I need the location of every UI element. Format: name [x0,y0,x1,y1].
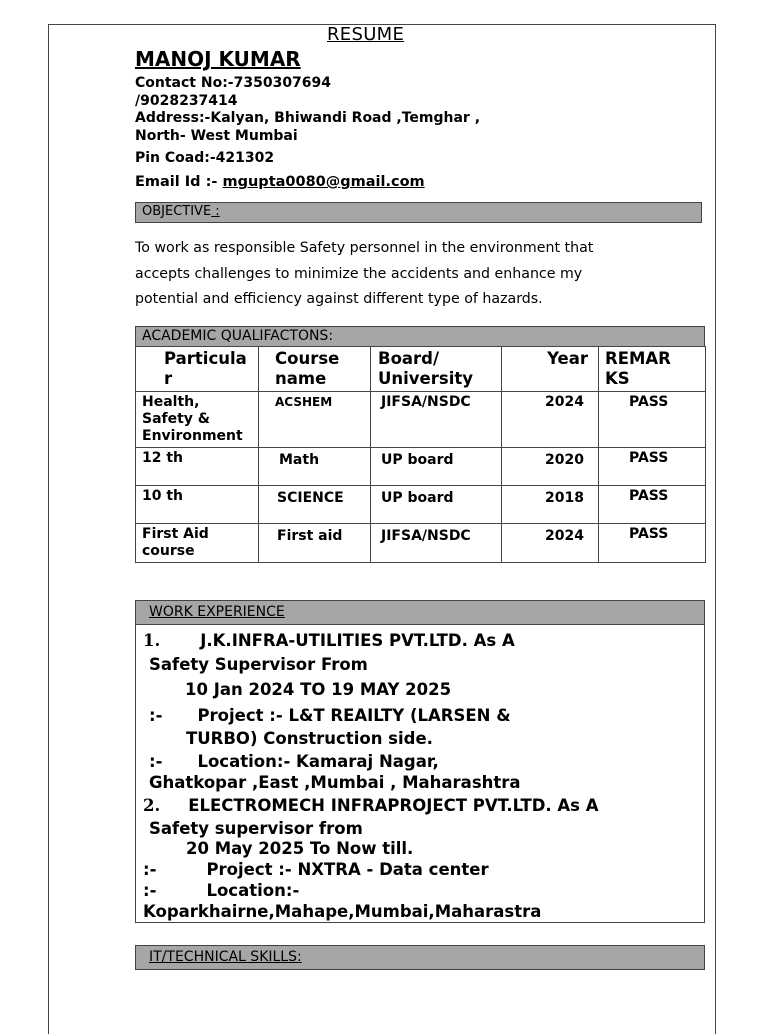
job2-project: Project :- NXTRA - Data center [206,860,489,879]
job2-number: 2. [143,796,161,815]
cell-course: First aid [259,524,371,563]
skills-heading-label: IT/TECHNICAL SKILLS: [149,949,302,965]
cell-particular: Health, Safety & Environment [136,392,259,448]
header-remarks: REMAR KS [599,347,706,392]
academic-heading: ACADEMIC QUALIFACTONS: [135,326,705,347]
contact-phone-alt: /9028237414 [135,93,238,109]
table-row [136,392,706,448]
cell-board: JIFSA/NSDC [371,392,502,448]
header-year: Year [502,347,599,392]
cell-remarks: PASS [599,524,706,563]
cell-particular: 12 th [136,448,259,486]
cell-remarks: PASS [599,486,706,524]
work-experience-box [135,624,705,923]
cell-board: UP board [371,448,502,486]
cell-remarks: PASS [599,448,706,486]
email-label: Email Id :- [135,174,218,190]
cell-particular: First Aid course [136,524,259,563]
job1-role: Safety Supervisor From [149,655,368,674]
job1-project-prefix: :- [149,706,163,725]
job1-period: 10 Jan 2024 TO 19 MAY 2025 [185,680,452,699]
email-link[interactable]: mgupta0080@gmail.com [222,174,425,190]
job1-number: 1. [143,631,161,650]
objective-heading-label: OBJECTIVE [142,204,212,219]
objective-text [135,236,593,313]
job2-project-line [143,860,489,880]
cell-board: UP board [371,486,502,524]
objective-line: To work as responsible Safety personnel in the environment that [135,240,594,256]
work-heading [135,600,705,625]
cell-course: SCIENCE [259,486,371,524]
job1-company-line [143,631,515,651]
cell-course: ACSHEM [259,392,371,448]
job2-location-cont: Koparkhairne,Mahape,Mumbai,Maharastra [143,902,542,921]
header-board: Board/ University [371,347,502,392]
objective-heading [135,202,702,223]
objective-line: potential and efficiency against different type of hazards. [135,291,543,307]
document-title: RESUME [327,24,405,45]
job2-company: ELECTROMECH INFRAPROJECT PVT.LTD. As A [188,796,599,815]
job2-location-prefix: :- [143,881,157,900]
job1-project: Project :- L&T REAILTY (LARSEN & [197,706,511,725]
cell-year: 2020 [502,448,599,486]
academic-table [135,346,706,563]
table-row [136,486,706,524]
table-row [136,524,706,563]
job2-project-prefix: :- [143,860,157,879]
job2-location: Location:- [206,881,300,900]
cell-year: 2018 [502,486,599,524]
work-heading-label: WORK EXPERIENCE [149,604,285,620]
cell-board: JIFSA/NSDC [371,524,502,563]
candidate-name: MANOJ KUMAR [135,47,301,71]
email-row [135,173,425,191]
cell-particular: 10 th [136,486,259,524]
header-particular: Particula r [136,347,259,392]
job1-company: J.K.INFRA-UTILITIES PVT.LTD. As A [200,631,515,650]
job1-location-prefix: :- [149,752,163,771]
contact-phone: Contact No:-7350307694 [135,75,332,91]
job1-project-line [149,706,511,726]
job2-location-line [143,881,299,901]
table-header-row [136,347,706,392]
cell-course: Math [259,448,371,486]
job2-period: 20 May 2025 To Now till. [186,839,414,858]
job1-location-line [149,752,439,772]
objective-line: accepts challenges to minimize the accidents and enhance my [135,265,583,282]
cell-remarks: PASS [599,392,706,448]
address-line-1: Address:-Kalyan, Bhiwandi Road ,Temghar , [135,110,481,126]
header-course: Course name [259,347,371,392]
cell-year: 2024 [502,392,599,448]
job2-company-line [143,796,599,816]
job1-location: Location:- Kamaraj Nagar, [197,752,439,771]
objective-heading-suffix: : [211,204,220,219]
job1-location-cont: Ghatkopar ,East ,Mumbai , Maharashtra [149,773,521,792]
cell-year: 2024 [502,524,599,563]
pin-code: Pin Coad:-421302 [135,150,275,166]
job1-project-cont: TURBO) Construction side. [186,729,433,748]
job2-role: Safety supervisor from [149,819,363,838]
skills-heading [135,945,705,970]
table-row [136,448,706,486]
address-line-2: North- West Mumbai [135,128,298,144]
